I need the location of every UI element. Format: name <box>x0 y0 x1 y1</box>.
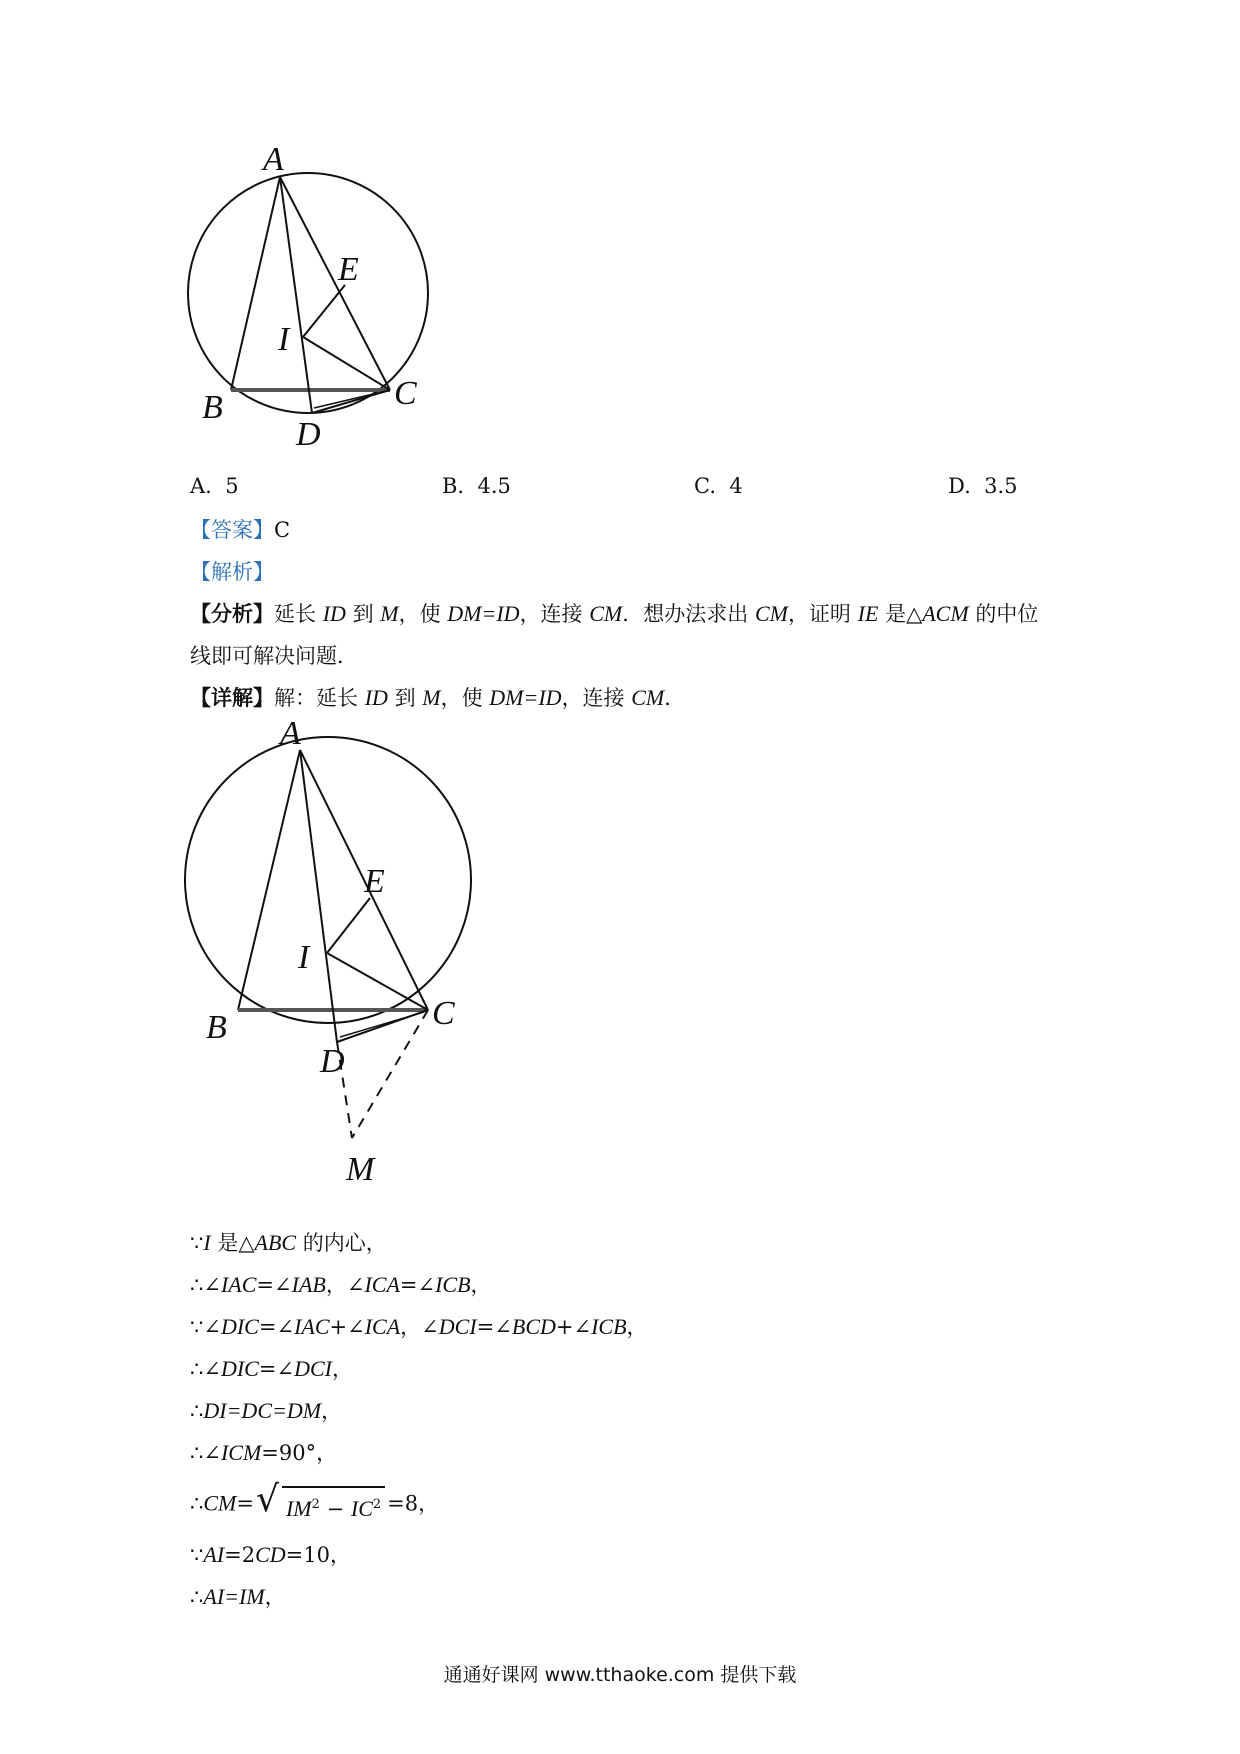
math-variable: ABC <box>254 1230 297 1255</box>
xiangjie-text: 解：延长 ID 到 M，使 DM=ID，连接 CM． <box>274 685 686 710</box>
label-M: M <box>346 1151 375 1188</box>
math-variable: AI <box>203 1542 225 1567</box>
step-4: ∴∠DIC=∠DCI， <box>190 1356 353 1381</box>
math-variable: IE <box>857 601 879 626</box>
step-9: ∴AI=IM， <box>190 1584 286 1609</box>
math-variable: CM <box>589 601 623 626</box>
answer-options <box>190 474 1090 506</box>
math-variable: DM=ID <box>447 601 520 626</box>
answer-tag: 【答案】 <box>190 518 274 542</box>
math-variable: DCI <box>294 1356 332 1381</box>
math-variable: ID <box>364 685 388 710</box>
label-C: C <box>432 995 455 1032</box>
step-2: ∴∠IAC=∠IAB，∠ICA=∠ICB， <box>190 1272 492 1297</box>
math-variable: ICB <box>591 1314 627 1339</box>
math-variable: CM <box>203 1490 237 1516</box>
math-variable: DIC <box>220 1314 259 1339</box>
label-C: C <box>394 375 417 412</box>
step-6: ∴∠ICM=90°， <box>190 1440 338 1465</box>
step-3: ∵∠DIC=∠IAC+∠ICA，∠DCI=∠BCD+∠ICB， <box>190 1314 648 1339</box>
math-variable: IM <box>285 1496 312 1521</box>
fenxi-line-1 <box>190 599 1038 629</box>
fenxi-text-2: 线即可解决问题． <box>190 644 358 668</box>
answer-value: C <box>274 518 291 542</box>
math-variable: ID <box>322 601 346 626</box>
xiangjie-line <box>190 683 685 713</box>
label-I: I <box>278 321 290 358</box>
geometry-figure-2 <box>180 720 500 1200</box>
fenxi-tag: 【分析】 <box>190 601 274 626</box>
math-variable: ACM <box>922 601 969 626</box>
label-A: A <box>263 141 284 178</box>
step-1: ∵I 是△ABC 的内心， <box>190 1230 387 1255</box>
math-variable: BCD <box>511 1314 556 1339</box>
math-variable: CM <box>631 685 665 710</box>
math-variable: IAC <box>294 1314 330 1339</box>
analysis-line <box>190 557 274 587</box>
label-E: E <box>338 251 359 288</box>
option-d: D. 3.5 <box>948 474 1018 498</box>
step-5: ∴DI=DC=DM， <box>190 1398 343 1423</box>
label-B: B <box>202 389 223 426</box>
math-variable: IAB <box>291 1272 326 1297</box>
math-variable: IC <box>350 1496 373 1521</box>
page-footer: 通通好课网 www.tthaoke.com 提供下载 <box>443 1664 797 1686</box>
option-c: C. 4 <box>694 474 743 498</box>
label-B: B <box>206 1009 227 1046</box>
superscript: 2 <box>311 1497 320 1512</box>
math-variable: CM <box>754 601 788 626</box>
math-variable: M <box>422 685 441 710</box>
math-variable: ICM <box>220 1440 262 1465</box>
label-E: E <box>364 863 385 900</box>
label-D: D <box>320 1043 345 1080</box>
math-variable: ICA <box>364 1314 401 1339</box>
geometry-figure-1 <box>180 140 460 460</box>
math-variable: DM=ID <box>489 685 562 710</box>
fenxi-line-2 <box>190 641 358 671</box>
math-variable: DCI <box>438 1314 477 1339</box>
option-a: A. 5 <box>190 474 239 498</box>
xiangjie-tag: 【详解】 <box>190 685 274 710</box>
math-variable: DI=DC=DM <box>203 1398 322 1423</box>
math-variable: AI=IM <box>203 1584 265 1609</box>
answer-line <box>190 515 290 545</box>
math-variable: ICB <box>435 1272 471 1297</box>
step-7: ∴CM= √ $IM^2 - IC^2 =8$， <box>190 1486 439 1524</box>
fenxi-text-1: 延长 ID 到 M，使 DM=ID，连接 CM．想办法求出 CM，证明 IE 是△ACM 的中位 <box>274 601 1039 626</box>
option-b: B. 4.5 <box>442 474 511 498</box>
label-I: I <box>298 939 310 976</box>
math-variable: I <box>203 1230 211 1255</box>
math-variable: CD <box>255 1542 286 1567</box>
math-variable: DIC <box>220 1356 259 1381</box>
math-variable: ICA <box>364 1272 400 1297</box>
superscript: 2 <box>372 1497 382 1512</box>
label-A: A <box>280 720 301 752</box>
step-8: ∵AI=2CD=10， <box>190 1542 351 1567</box>
square-root: √ $IM^2 - IC^2$ <box>256 1486 385 1524</box>
analysis-tag: 【解析】 <box>190 560 274 584</box>
label-D: D <box>296 416 321 453</box>
math-variable: IAC <box>220 1272 257 1297</box>
math-variable: M <box>380 601 399 626</box>
